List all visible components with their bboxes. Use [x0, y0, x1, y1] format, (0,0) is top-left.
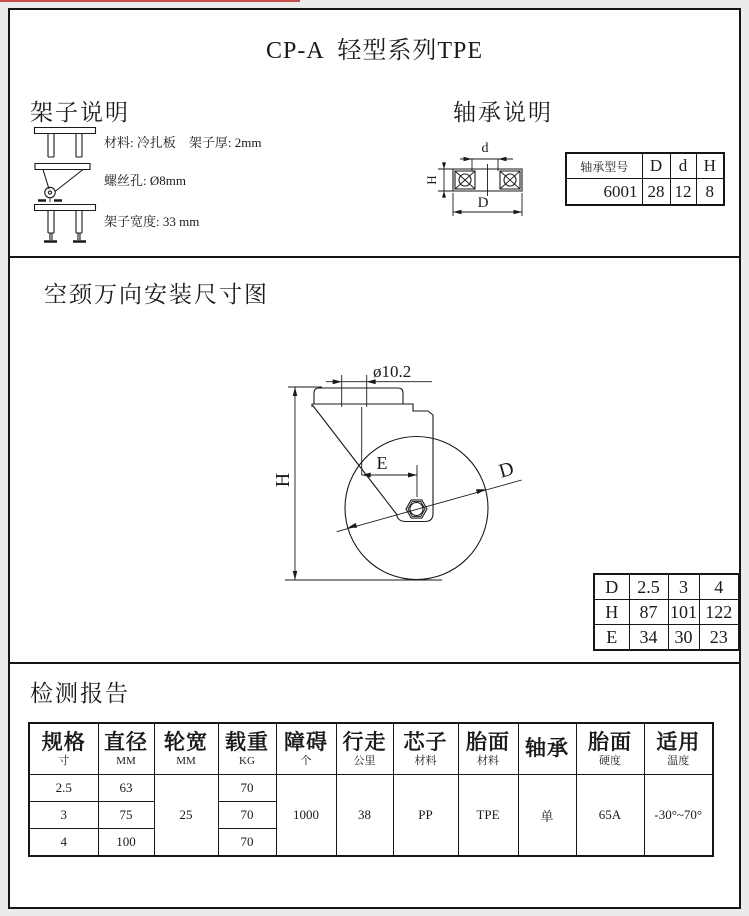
dims-D-val-1: 2.5: [629, 574, 668, 600]
test-report-table: [28, 722, 714, 857]
spec-3: 4: [29, 829, 98, 857]
dims-D-val-2: 3: [668, 574, 699, 600]
report-section-heading: 检测报告: [30, 681, 130, 706]
frame-item-screw-hole-label: 螺丝孔: Ø8mm: [104, 173, 186, 188]
bearing-cross-section-diagram: [423, 138, 553, 233]
header-temperature: 适用 温度: [644, 723, 713, 775]
frame-item-material-label: 材料: 冷扎板 架子厚: 2mm: [104, 135, 262, 150]
bearing-spec-table: [565, 152, 725, 206]
section-divider-2: [8, 662, 741, 664]
diameter-3: 100: [98, 829, 154, 857]
bearing-table-header-model: 轴承型号: [566, 153, 642, 179]
bearing-model-value: 6001: [566, 179, 642, 206]
wheel-width-merged: 25: [154, 775, 218, 857]
header-wheel-width: 轮宽 MM: [154, 723, 218, 775]
bearing-D-value: 28: [642, 179, 670, 206]
dims-D-val-3: 4: [699, 574, 739, 600]
caster-dimension-drawing: [270, 350, 540, 590]
bearing-H-value: 8: [696, 179, 724, 206]
bearing-d-value: 12: [670, 179, 696, 206]
dims-H-val-2: 101: [668, 600, 699, 625]
bearing-section-heading: 轴承说明: [453, 100, 553, 125]
spec-2: 3: [29, 802, 98, 829]
bearing-merged: 单: [518, 775, 576, 857]
bearing-d-label: d: [481, 141, 489, 156]
frame-item-width-label: 架子宽度: 33 mm: [104, 214, 200, 229]
dims-row-D-label: D: [594, 574, 629, 600]
load-3: 70: [218, 829, 276, 857]
distance-merged: 38: [336, 775, 393, 857]
dims-row-E-label: E: [594, 625, 629, 651]
core-material-merged: PP: [393, 775, 458, 857]
bearing-table-header-H: H: [696, 153, 724, 179]
report-row-1: [29, 775, 713, 802]
caster-side-view-icon: [33, 162, 93, 204]
header-spec: 规格 寸: [29, 723, 98, 775]
dims-H-val-3: 122: [699, 600, 739, 625]
spec-1: 2.5: [29, 775, 98, 802]
page-title: CP-A 轻型系列TPE: [265, 38, 484, 64]
bearing-H-label: H: [424, 175, 439, 185]
tread-hardness-merged: 65A: [576, 775, 644, 857]
dims-E-val-2: 30: [668, 625, 699, 651]
bracket-top-view-icon: [33, 126, 97, 160]
load-2: 70: [218, 802, 276, 829]
section-divider-1: [8, 256, 741, 258]
header-load: 载重 KG: [218, 723, 276, 775]
dims-E-val-3: 23: [699, 625, 739, 651]
drawing-E-label: E: [376, 453, 388, 473]
drawing-section-heading: 空颈万向安装尺寸图: [44, 282, 269, 307]
report-header-row: [29, 723, 713, 775]
header-diameter: 直径 MM: [98, 723, 154, 775]
top-red-strip: [0, 0, 300, 2]
frame-section-heading: 架子说明: [30, 100, 130, 125]
dims-E-val-1: 34: [629, 625, 668, 651]
bracket-legs-icon: [33, 203, 97, 247]
dims-H-val-1: 87: [629, 600, 668, 625]
dimension-values-table: [593, 573, 740, 651]
diameter-1: 63: [98, 775, 154, 802]
load-1: 70: [218, 775, 276, 802]
header-bearing: 轴承: [518, 723, 576, 775]
bearing-D-label: D: [477, 195, 489, 211]
tread-material-merged: TPE: [458, 775, 518, 857]
bearing-table-header-d: d: [670, 153, 696, 179]
header-tread-material: 胎面 材料: [458, 723, 518, 775]
dims-row-H-label: H: [594, 600, 629, 625]
header-obstacle: 障碍 个: [276, 723, 336, 775]
header-tread-hardness: 胎面 硬度: [576, 723, 644, 775]
bearing-table-header-D: D: [642, 153, 670, 179]
drawing-H-label: H: [272, 472, 294, 488]
header-core-material: 芯子 材料: [393, 723, 458, 775]
drawing-D-label: D: [496, 457, 517, 483]
header-distance: 行走 公里: [336, 723, 393, 775]
obstacle-merged: 1000: [276, 775, 336, 857]
temperature-merged: -30°~70°: [644, 775, 713, 857]
drawing-hole-diameter-label: ø10.2: [373, 362, 412, 381]
diameter-2: 75: [98, 802, 154, 829]
